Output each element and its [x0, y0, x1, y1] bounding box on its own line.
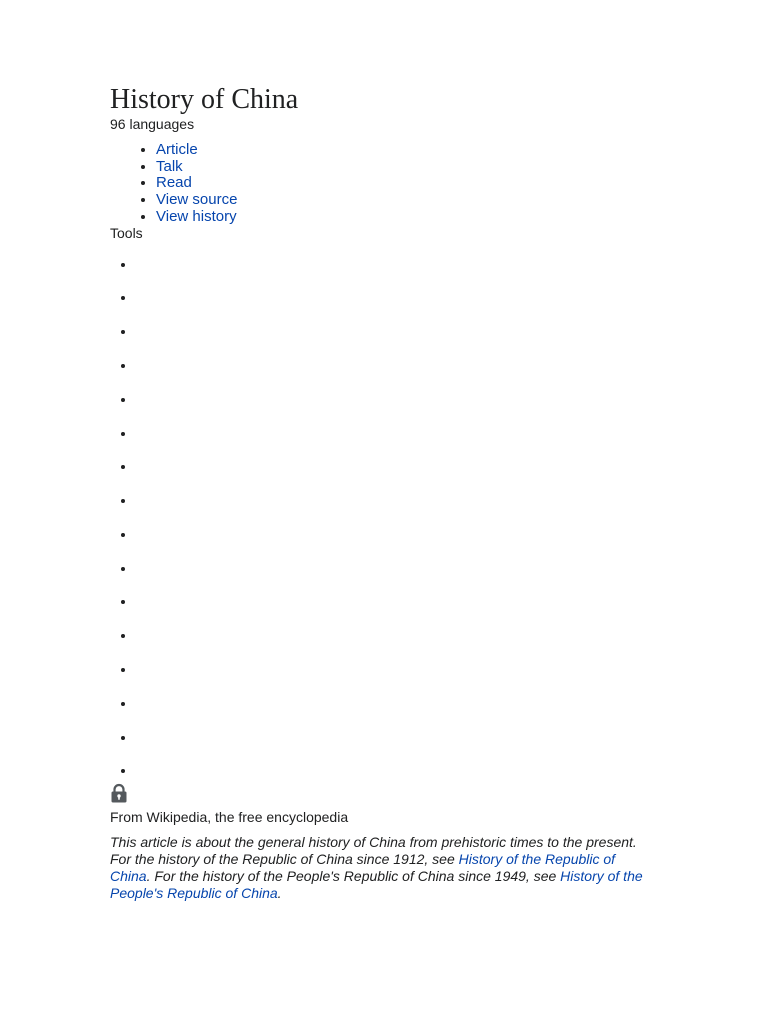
tools-list-item: [136, 356, 658, 390]
site-tagline: From Wikipedia, the free encyclopedia: [110, 809, 349, 826]
languages-button[interactable]: 96 languages: [110, 116, 195, 132]
tab-talk[interactable]: Talk: [156, 157, 183, 175]
tab-talk-item: [156, 159, 658, 176]
tab-read[interactable]: Read: [156, 174, 192, 192]
tab-article[interactable]: Article: [156, 141, 198, 158]
hatnote-link-peoples-republic-of-china[interactable]: History of the People's Republic of China: [110, 867, 643, 901]
hatnote-text: This article is about the general history of China from prehistoric times to the present. For the history of the Republic of China since 1912, see: [110, 834, 637, 868]
tools-list-item: [136, 559, 658, 593]
tab-view-source[interactable]: View source: [156, 191, 238, 209]
tab-view-source-item: [156, 192, 658, 209]
tools-list-item: [136, 457, 658, 491]
lock-icon: [110, 783, 128, 803]
tab-view-history[interactable]: View history: [156, 207, 237, 225]
tools-list-item: [136, 592, 658, 626]
tools-list-item: [136, 288, 658, 322]
tools-list: [110, 255, 658, 796]
page-tabs: [110, 142, 658, 226]
tools-list-item: [136, 424, 658, 458]
hatnote-text: . For the history of the People's Republic of China since 1949, see: [146, 867, 561, 884]
hatnote-link-republic-of-china[interactable]: History of the Republic of China: [110, 851, 616, 884]
tools-list-item: [136, 761, 658, 795]
tab-article-item: [156, 142, 658, 159]
hatnote: [110, 834, 655, 901]
tools-list-item: [136, 626, 658, 660]
tools-menu-label[interactable]: Tools: [110, 224, 143, 241]
tab-read-item: [156, 175, 658, 192]
tools-list-item: [136, 390, 658, 424]
hatnote-text: .: [277, 884, 282, 901]
tools-list-item: [136, 660, 658, 694]
tools-list-item: [136, 322, 658, 356]
tools-list-item: [136, 491, 658, 525]
page-title: History of China: [110, 84, 299, 115]
tools-list-item: [136, 255, 658, 289]
tools-list-item: [136, 728, 658, 762]
tools-list-item: [136, 694, 658, 728]
tools-list-item: [136, 525, 658, 559]
article-content: [110, 84, 658, 901]
tab-view-history-item: [156, 209, 658, 226]
